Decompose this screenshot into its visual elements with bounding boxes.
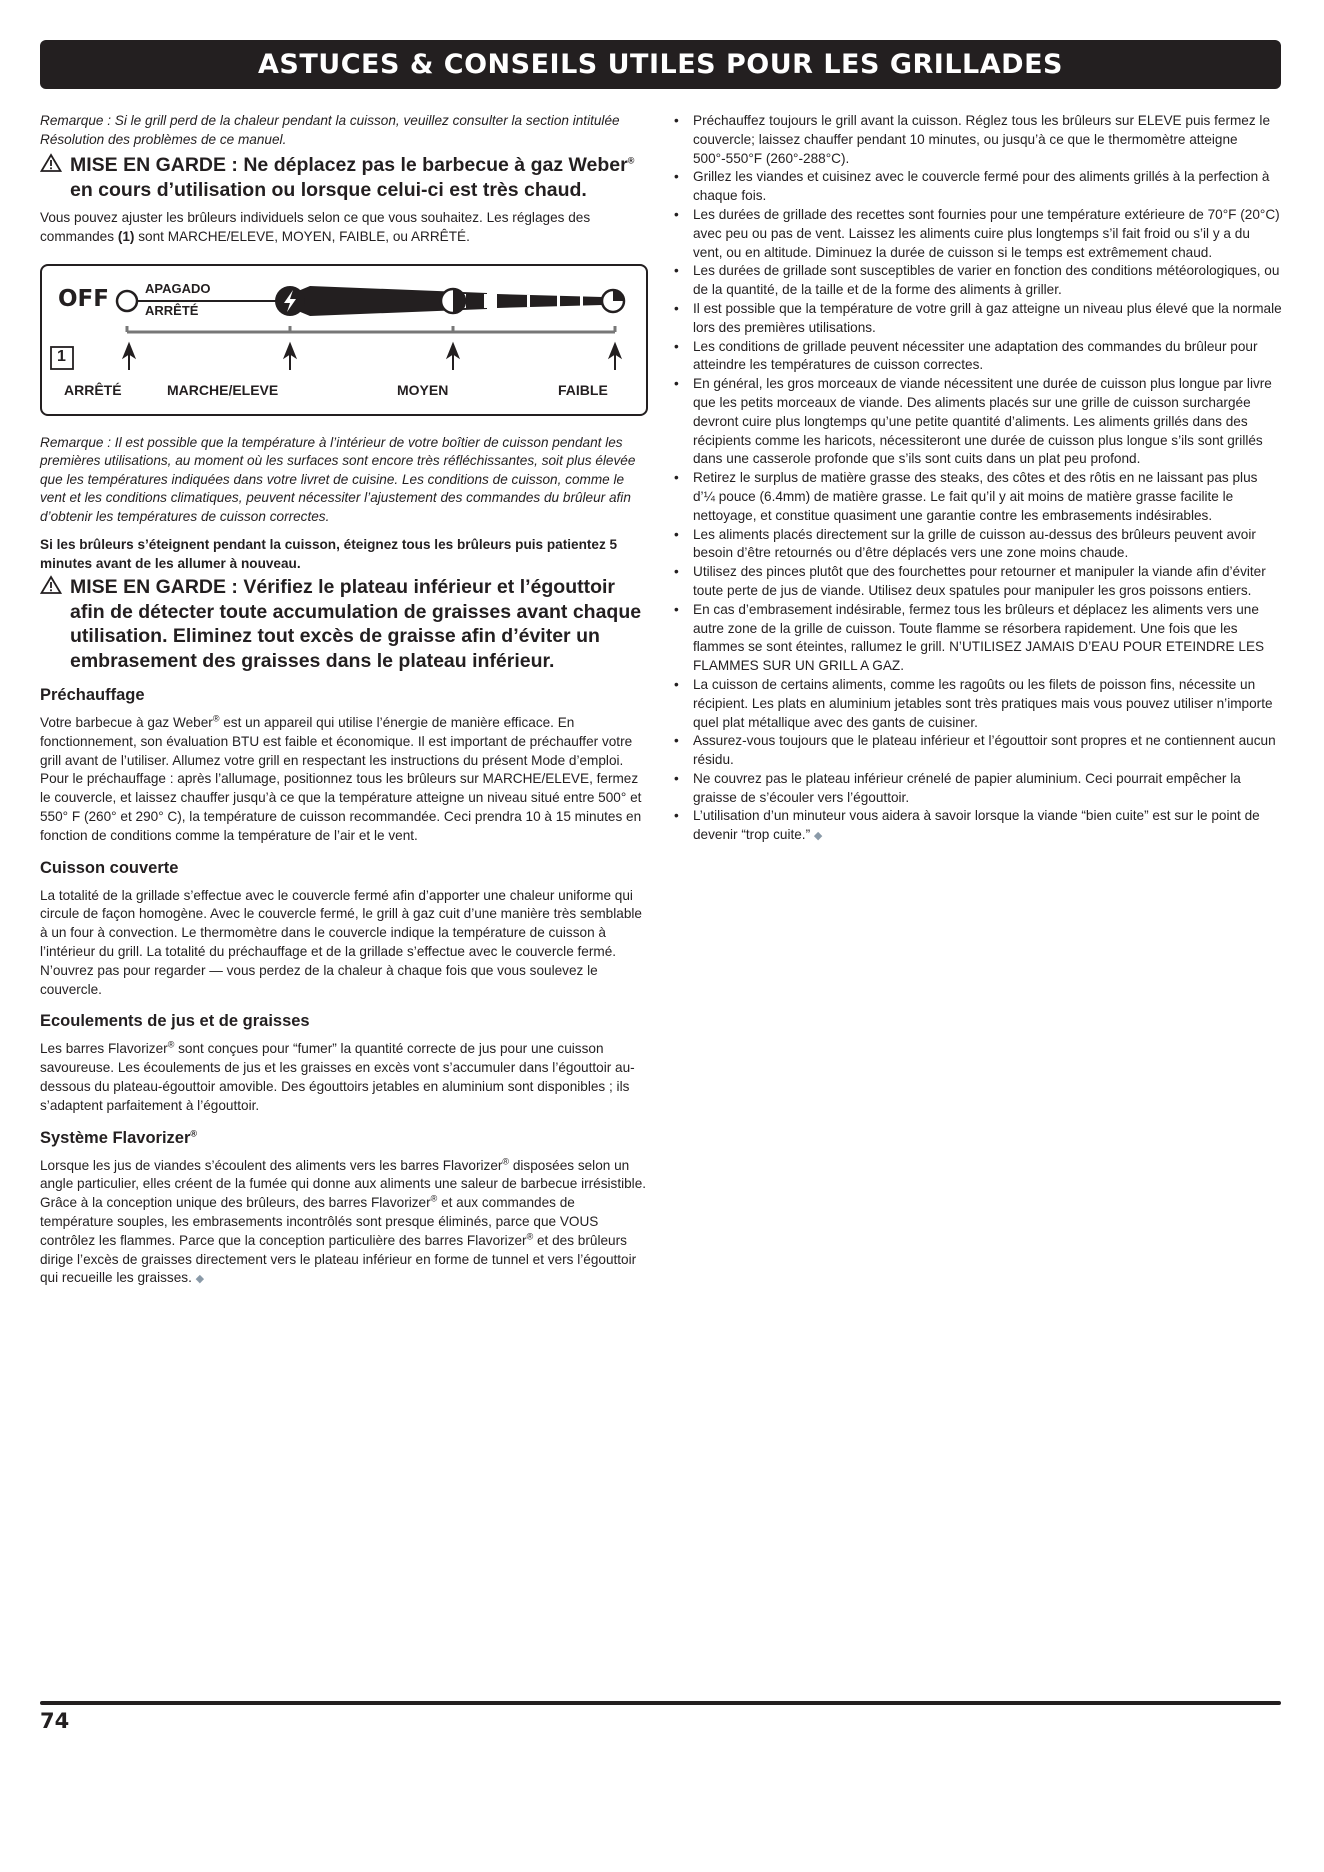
callout-number: 1	[57, 347, 66, 365]
list-item: • Les durées de grillade des recettes sont fournies pour une température extérieure de 70°F (20°C) avec peu ou pas de vent. Laissez les aliments cuire plus longtemps s’il fait froid ou s’il y a du vent, ou en altitude. Diminuez la durée de cuisson si le temps est extrêmement chaud.	[673, 206, 1283, 262]
setting-label-off: ARRÊTÉ	[64, 381, 122, 398]
end-diamond-icon: ◆	[813, 830, 823, 843]
flavorizer-text: Lorsque les jus de viandes s’écoulent des aliments vers les barres Flavorizer® disposées selon un angle particulier, elles créent de la fumée qui donne aux aliments une saleur de barbecue irrésistible. Grâce à la conception unique des brûleurs, des barres Flavorizer® et aux commandes de température souples, les embrasements incontrôlés sont presque éliminés, parce que VOUS contrôlez les flammes. Parce que la conception particulière des barres Flavorizer® et des brûleurs dirige l’excès de graisses directement vers le plateau inférieur en forme de tunnel et vers l’égouttoir qui recueille les graisses. ◆	[40, 1156, 647, 1286]
right-column	[673, 112, 1283, 846]
covered-cooking-text: La totalité de la grillade s’effectue avec le couvercle fermé afin d’apporter une chaleur uniforme qui circule de façon homogène. Avec le couvercle fermé, le grill à gaz cuit d’une manière très semblable à un four à convection. Le thermomètre dans le couvercle indique la température de cuisson à l’intérieur du grill. La totalité du préchauffage et de la grillade s’effectue avec le couvercle fermé. N’ouvrez pas pour regarder — vous perdez de la chaleur à chaque fois que vous soulevez le couvercle.	[40, 887, 642, 997]
warning-triangle-icon	[40, 153, 70, 202]
tips-list	[673, 112, 1283, 846]
list-item: • Préchauffez toujours le grill avant la cuisson. Réglez tous les brûleurs sur ELEVE puis fermez le couvercle; laissez chauffer pendant 10 minutes, ou jusqu’à ce que le thermomètre atteigne 500°-550°F (260°-288°C).	[673, 112, 1283, 168]
note-heat-loss: Remarque : Si le grill perd de la chaleur pendant la cuisson, veuillez consulter la section intitulée Résolution des problèmes de ce manuel.	[40, 113, 620, 147]
warning-triangle-icon	[40, 575, 70, 673]
page-number: 74	[40, 1709, 70, 1733]
heading-flavorizer: Système Flavorizer®	[40, 1128, 198, 1147]
list-item: • L’utilisation d’un minuteur vous aidera à savoir lorsque la viande “bien cuite” est sur le point de devenir “trop cuite.” ◆	[673, 807, 1283, 846]
list-item: • En cas d’embrasement indésirable, fermez tous les brûleurs et déplacez les aliments vers une autre zone de la grille de cuisson. Toute flamme se résorbera rapidement. Une fois que les flammes se sont éteintes, rallumez le grill. N’UTILISEZ JAMAIS D’EAU POUR ETEINDRE LES FLAMMES SUR UN GRILL A GAZ.	[673, 601, 1283, 676]
flame-ramp-low	[497, 294, 602, 308]
off-circle-icon	[117, 291, 137, 311]
list-item: • Retirez le surplus de matière grasse des steaks, des côtes et des rôtis en ne laissant pas plus d’¼ pouce (6.4mm) de matière grasse. Le fait qu’il y ait moins de matière grasse facilite le nettoyage, et constitue quasiment une garantie contre les embrasements indésirables.	[673, 469, 1283, 525]
warning-move-grill	[40, 153, 648, 202]
list-item: • Ne couvrez pas le plateau inférieur crénelé de papier aluminium. Ceci pourrait empêcher la graisse de s’écouler vers l’égouttoir.	[673, 770, 1283, 808]
setting-label-high: MARCHE/ELEVE	[167, 381, 279, 398]
dial-apagado-label: APAGADO	[145, 280, 211, 296]
callout-ref: (1)	[117, 228, 135, 244]
drippings-text: Les barres Flavorizer® sont conçues pour “fumer” la quantité correcte de jus pour une cuisson savoureuse. Les écoulements de jus et les graisses en excès vont s’accumuler dans l’égouttoir au-dessous du plateau-égouttoir amovible. Des égouttoirs jetables en aluminium sont disponibles ; ils s’adaptent parfaitement à l’égouttoir.	[40, 1039, 635, 1113]
list-item: • Les durées de grillade sont susceptibles de varier en fonction des conditions météorologiques, ou de la quantité, de la taille et de la forme des aliments à griller.	[673, 262, 1283, 300]
heading-covered-cooking: Cuisson couverte	[40, 858, 179, 877]
setting-label-medium: MOYEN	[397, 381, 449, 398]
list-item: • La cuisson de certains aliments, comme les ragoûts ou les filets de poisson fins, nécessite un récipient. Les plats en aluminium jetables sont très pratiques mais vous pouvez utiliser n’importe quel plat métallique avec des gants de cuisiner.	[673, 676, 1283, 732]
setting-label-low: FAIBLE	[558, 381, 608, 398]
dial-arrete-label: ARRÊTÉ	[145, 302, 199, 318]
list-item: • Utilisez des pinces plutôt que des fourchettes pour retourner et manipuler la viande afin d’éviter toute perte de jus de viande. Utilisez deux spatules pour manipuler les gros poissons entiers.	[673, 563, 1283, 601]
dial-off-label: OFF	[58, 285, 109, 312]
section-banner	[40, 40, 1281, 89]
left-column	[40, 112, 648, 1289]
heading-preheat: Préchauffage	[40, 686, 145, 705]
burner-settings-intro: Vous pouvez ajuster les brûleurs individuels selon ce que vous souhaitez. Les réglages des commandes (1) sont MARCHE/ELEVE, MOYEN, FAIBLE, ou ARRÊTÉ.	[40, 210, 591, 244]
warning-grease-tray	[40, 575, 648, 673]
list-item: • Il est possible que la température de votre grill à gaz atteigne un niveau plus élevé que la normale lors des premières utilisations.	[673, 300, 1283, 338]
list-item: • En général, les gros morceaux de viande nécessitent une durée de cuisson plus longue par livre que les petits morceaux de viande. Des aliments placés sur une grille de cuisson surchargée devront cuire plus longtemps qu’une petite quantité d’aliments. Les aliments grillés dans des récipients comme les haricots, nécessiteront une durée de cuisson plus longue s’ils sont grillés dans une casserole profonde que s’ils sont cuits dans un plat peu profond.	[673, 375, 1283, 469]
list-item: • Assurez-vous toujours que le plateau inférieur et l’égouttoir sont propres et ne contiennent aucun résidu.	[673, 732, 1283, 770]
list-item: • Grillez les viandes et cuisinez avec le couvercle fermé pour des aliments grillés à la perfection à chaque fois.	[673, 168, 1283, 206]
note-temperature: Remarque : Il est possible que la température à l’intérieur de votre boîtier de cuisson pendant les premières utilisations, au moment où les surfaces sont encore très réfléchissantes, soit plus élevée que les températures indiquées dans votre livret de cuisine. Les conditions de cuisson, comme le vent et les conditions climatiques, peuvent nécessiter l’ajustement des commandes du brûleur afin d’obtenir les températures de cuisson correctes.	[40, 434, 636, 524]
preheat-text: Votre barbecue à gaz Weber® est un appareil qui utilise l’énergie de manière efficace. En fonctionnement, son évaluation BTU est faible et économique. Il est important de préchauffer votre grill avant de l’utiliser. Allumez votre grill en respectant les instructions du présent Mode d’emploi. Pour le préchauffage : après l’allumage, positionnez tous les brûleurs sur MARCHE/ELEVE, fermez le couvercle, et laissez chauffer jusqu’à ce que la température atteigne un niveau situé entre 500° et 550° F (260° et 290° C), la température de cuisson recommandée. Ceci prendra 10 à 15 minutes en fonction de conditions comme la température de l’air et le vent.	[40, 713, 642, 843]
registered-mark: ®	[627, 155, 635, 166]
heading-drippings: Ecoulements de jus et de graisses	[40, 1012, 310, 1031]
list-item: • Les aliments placés directement sur la grille de cuisson au-dessus des brûleurs peuvent avoir besoin d’être retournés ou d’être déplacés vers une zone moins chaude.	[673, 526, 1283, 564]
warning-text-cont: en cours d’utilisation ou lorsque celui-ci est très chaud.	[70, 178, 587, 201]
warning-text: MISE EN GARDE : Ne déplacez pas le barbecue à gaz Weber	[70, 154, 628, 176]
burner-control-diagram	[40, 264, 648, 416]
page-title: ASTUCES & CONSEILS UTILES POUR LES GRILLADES	[258, 49, 1063, 80]
end-diamond-icon: ◆	[195, 1273, 205, 1286]
warning-text: MISE EN GARDE : Vérifiez le plateau inférieur et l’égouttoir afin de détecter toute accumulation de graisses avant chaque utilisation. Eliminez tout excès de graisse afin d’éviter un embrasement des graisses dans le plateau inférieur.	[70, 576, 642, 672]
dial-graphic	[42, 266, 646, 414]
burner-out-instruction: Si les brûleurs s’éteignent pendant la cuisson, éteignez tous les brûleurs puis patientez 5 minutes avant de les allumer à nouveau.	[40, 537, 618, 571]
list-item: • Les conditions de grillade peuvent nécessiter une adaptation des commandes du brûleur pour atteindre les températures de cuisson correctes.	[673, 338, 1283, 376]
footer-rule	[40, 1701, 1281, 1705]
